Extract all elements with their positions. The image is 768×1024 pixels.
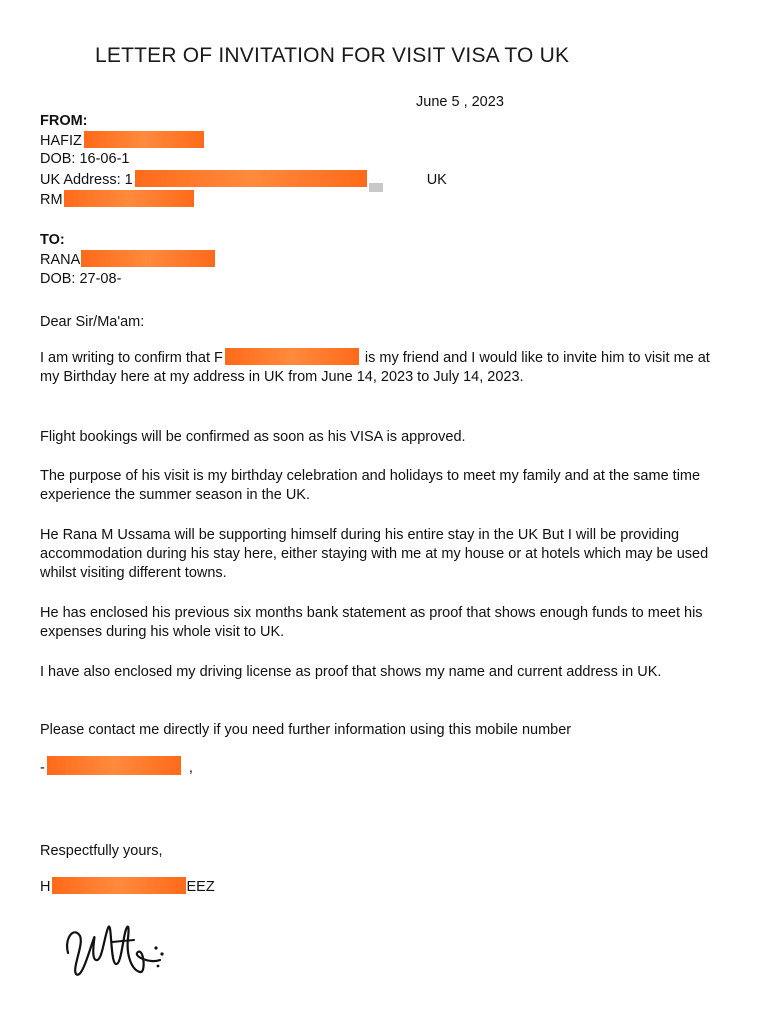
p1-mid: is my friend and I would like to invite him bbox=[364, 350, 625, 366]
paragraph-4: He Rana M Ussama will be supporting himself during his entire stay in the UK But I will be providing accommodation during his stay here, either staying with me at my house or at hotels which may be used whilst visiting different towns. bbox=[40, 527, 709, 581]
paragraph-1 bbox=[40, 348, 710, 387]
signature-icon bbox=[60, 908, 180, 988]
paragraph-5: He has enclosed his previous six months bank statement as proof that shows enough funds to meet his expenses during his whole visit to UK. bbox=[40, 605, 703, 640]
from-address-prefix: UK Address: 1 bbox=[40, 172, 133, 188]
paragraph-6: I have also enclosed my driving license as proof that shows my name and current address in UK. bbox=[40, 664, 662, 680]
redaction-block bbox=[47, 756, 181, 775]
to-name-prefix: RANA bbox=[40, 252, 81, 268]
from-line4 bbox=[40, 190, 194, 210]
signer-name-prefix: H bbox=[40, 879, 51, 895]
phone-suffix: , bbox=[188, 760, 193, 776]
redaction-block bbox=[225, 348, 359, 365]
redaction-block bbox=[84, 131, 204, 148]
p1-rest: to visit me at my Birthday here at my address in UK from June 14, 2023 to July 14, 2023. bbox=[40, 350, 710, 385]
paragraph-3: The purpose of his visit is my birthday celebration and holidays to meet my family and at the same time experience the summer season in the UK. bbox=[40, 468, 701, 503]
letter-date: June 5 , 2023 bbox=[416, 94, 504, 110]
from-name-prefix: HAFIZ bbox=[40, 133, 82, 149]
signer-name-suffix: EEZ bbox=[186, 879, 215, 895]
from-address-suffix: UK bbox=[426, 172, 447, 188]
redaction-block bbox=[64, 190, 194, 207]
to-heading: TO: bbox=[40, 232, 65, 248]
to-dob: DOB: 27-08- bbox=[40, 271, 122, 287]
from-address bbox=[40, 170, 447, 192]
paragraph-2: Flight bookings will be confirmed as soon as his VISA is approved. bbox=[40, 429, 466, 445]
to-name bbox=[40, 250, 215, 270]
from-name bbox=[40, 131, 204, 151]
scan-mark bbox=[369, 183, 383, 192]
from-heading: FROM: bbox=[40, 113, 88, 129]
from-dob: DOB: 16-06-1 bbox=[40, 151, 130, 167]
redaction-block bbox=[81, 250, 215, 267]
redaction-block bbox=[52, 877, 186, 894]
salutation: Dear Sir/Ma'am: bbox=[40, 314, 145, 330]
phone-number bbox=[40, 756, 193, 778]
signer-name bbox=[40, 877, 215, 897]
phone-prefix: - bbox=[40, 760, 45, 776]
p1-start: I am writing to confirm that F bbox=[40, 350, 223, 366]
closing: Respectfully yours, bbox=[40, 843, 163, 859]
from-line4-prefix: RM bbox=[40, 192, 63, 208]
paragraph-7: Please contact me directly if you need further information using this mobile number bbox=[40, 722, 572, 738]
redaction-block bbox=[135, 170, 367, 187]
letter-title: LETTER OF INVITATION FOR VISIT VISA TO UK bbox=[95, 44, 570, 67]
